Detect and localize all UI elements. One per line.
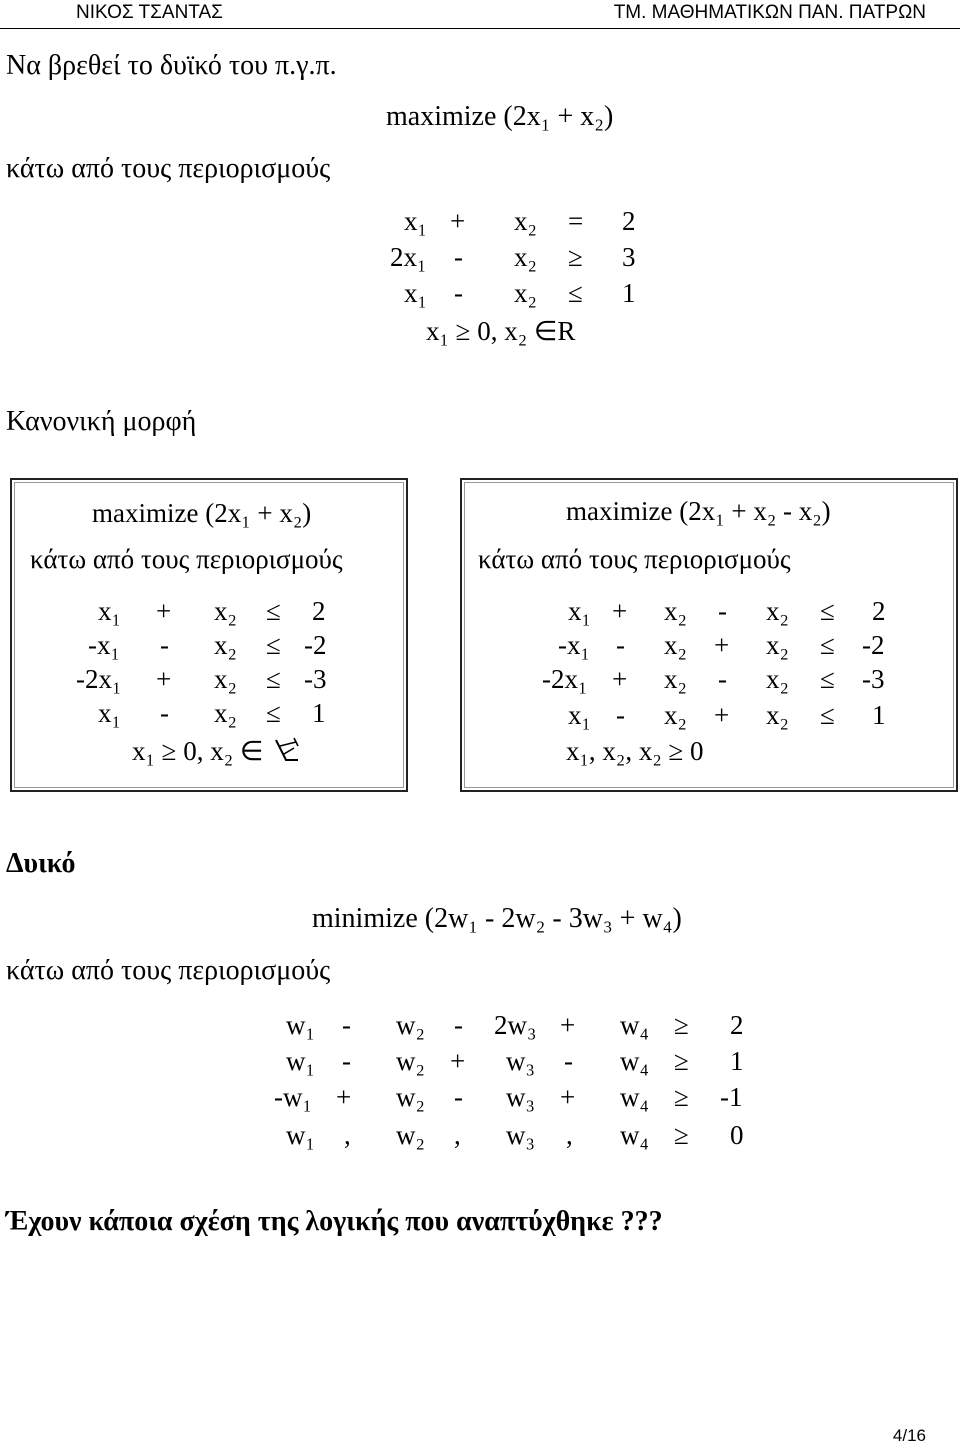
- term: x₂: [766, 700, 789, 730]
- term: 2w₃: [494, 1010, 537, 1040]
- relation: ≤: [266, 698, 281, 728]
- rhs: -2: [304, 630, 327, 660]
- term: x₂: [664, 596, 687, 626]
- primal-objective: maximize (2x₁ + x₂): [386, 101, 614, 132]
- header-author: ΝΙΚΟΣ ΤΣΑΝΤΑΣ: [76, 2, 223, 23]
- term: x₁: [568, 700, 591, 730]
- canonical-right-objective: maximize (2x₁ + x₂ - x₂): [566, 496, 831, 526]
- term: -x₁: [558, 630, 590, 660]
- operator: +: [450, 206, 466, 236]
- canonical-right-subject-to: κάτω από τους περιορισμούς: [478, 544, 791, 574]
- broken-symbol-icon: [272, 736, 302, 764]
- operator: -: [160, 698, 169, 728]
- operator: -: [616, 700, 625, 730]
- relation: ≤: [568, 278, 583, 308]
- term: w₄: [620, 1010, 649, 1040]
- term: x₂: [664, 664, 687, 694]
- relation: ≤: [820, 596, 835, 626]
- term: x₁: [98, 596, 121, 626]
- term: x₂: [514, 206, 537, 236]
- operator: +: [156, 664, 172, 694]
- relation: ≥: [568, 242, 583, 272]
- operator: +: [450, 1046, 466, 1076]
- term: x₂: [766, 664, 789, 694]
- operator: +: [612, 664, 628, 694]
- term: x₂: [214, 630, 237, 660]
- rhs: 2: [730, 1010, 744, 1040]
- primal-subject-to: κάτω από τους περιορισμούς: [6, 153, 331, 184]
- term: x₁: [568, 596, 591, 626]
- page-number: 4/16: [892, 1426, 926, 1445]
- operator: -: [342, 1046, 351, 1076]
- task-text: Να βρεθεί το δυϊκό του π.γ.π.: [6, 50, 337, 81]
- term: 2x₁: [390, 242, 427, 272]
- canonical-left-objective: maximize (2x₁ + x₂): [92, 498, 312, 528]
- rhs: 1: [312, 698, 326, 728]
- term: w₄: [620, 1120, 649, 1150]
- term: w₁: [286, 1010, 315, 1040]
- dual-title: Δυικό: [6, 848, 76, 879]
- term: w₂: [396, 1046, 425, 1076]
- term: w₁: [286, 1120, 315, 1150]
- operator: -: [454, 1010, 463, 1040]
- canonical-right-domain: x₁, x₂, x₂ ≥ 0: [566, 736, 704, 766]
- dual-objective: minimize (2w₁ - 2w₂ - 3w₃ + w₄): [312, 903, 682, 934]
- relation: ≤: [820, 630, 835, 660]
- term: x₁: [98, 698, 121, 728]
- operator: +: [714, 630, 730, 660]
- term: w₄: [620, 1046, 649, 1076]
- operator: -: [454, 1082, 463, 1112]
- term: x₂: [664, 630, 687, 660]
- canonical-left-box: [10, 478, 408, 792]
- operator: -: [342, 1010, 351, 1040]
- operator: +: [560, 1010, 576, 1040]
- rhs: 1: [622, 278, 636, 308]
- term: x₂: [214, 664, 237, 694]
- term: -2x₁: [542, 664, 588, 694]
- separator: ,: [454, 1120, 461, 1150]
- page-header: [0, 0, 960, 29]
- operator: +: [156, 596, 172, 626]
- canonical-left-domain: [132, 736, 302, 765]
- term: w₃: [506, 1046, 535, 1076]
- separator: ,: [566, 1120, 573, 1150]
- canonical-title: Κανονική μορφή: [6, 406, 197, 437]
- rhs: 2: [312, 596, 326, 626]
- term: x₂: [214, 698, 237, 728]
- term: x₁: [404, 278, 427, 308]
- operator: -: [454, 278, 463, 308]
- header-department: ΤΜ. ΜΑΘΗΜΑΤΙΚΩΝ ΠΑΝ. ΠΑΤΡΩΝ: [613, 2, 926, 23]
- operator: +: [560, 1082, 576, 1112]
- term: x₂: [514, 278, 537, 308]
- operator: +: [336, 1082, 352, 1112]
- rhs: 2: [872, 596, 886, 626]
- relation: ≥: [674, 1046, 689, 1076]
- term: w₁: [286, 1046, 315, 1076]
- operator: +: [714, 700, 730, 730]
- relation: ≤: [266, 664, 281, 694]
- primal-domain: x₁ ≥ 0, x₂ ∈R: [426, 316, 576, 346]
- separator: ,: [344, 1120, 351, 1150]
- term: -x₁: [88, 630, 120, 660]
- relation: ≥: [674, 1082, 689, 1112]
- rhs: -1: [720, 1082, 743, 1112]
- rhs: 1: [730, 1046, 744, 1076]
- term: -2x₁: [76, 664, 122, 694]
- rhs: 0: [730, 1120, 744, 1150]
- rhs: 3: [622, 242, 636, 272]
- relation: ≤: [266, 596, 281, 626]
- rhs: -2: [862, 630, 885, 660]
- relation: ≤: [820, 700, 835, 730]
- canonical-right-box: [460, 478, 958, 792]
- term: -w₁: [274, 1082, 312, 1112]
- operator: -: [718, 664, 727, 694]
- canonical-left-subject-to: κάτω από τους περιορισμούς: [30, 544, 343, 574]
- term: w₄: [620, 1082, 649, 1112]
- relation: ≤: [266, 630, 281, 660]
- term: x₂: [766, 630, 789, 660]
- operator: -: [160, 630, 169, 660]
- operator: +: [612, 596, 628, 626]
- term: x₂: [766, 596, 789, 626]
- relation: =: [568, 206, 584, 236]
- relation: ≥: [674, 1120, 689, 1150]
- operator: -: [564, 1046, 573, 1076]
- term: w₃: [506, 1120, 535, 1150]
- closing-question: Έχουν κάποια σχέση της λογικής που αναπτύχθηκε ???: [6, 1206, 663, 1237]
- dual-subject-to: κάτω από τους περιορισμούς: [6, 955, 331, 986]
- term: x₂: [664, 700, 687, 730]
- term: w₂: [396, 1120, 425, 1150]
- term: x₁: [404, 206, 427, 236]
- domain-text: x₁ ≥ 0, x₂ ∈: [132, 736, 264, 766]
- operator: -: [454, 242, 463, 272]
- relation: ≤: [820, 664, 835, 694]
- term: w₃: [506, 1082, 535, 1112]
- operator: -: [718, 596, 727, 626]
- relation: ≥: [674, 1010, 689, 1040]
- operator: -: [616, 630, 625, 660]
- term: x₂: [514, 242, 537, 272]
- rhs: 2: [622, 206, 636, 236]
- rhs: 1: [872, 700, 886, 730]
- term: x₂: [214, 596, 237, 626]
- rhs: -3: [862, 664, 885, 694]
- term: w₂: [396, 1010, 425, 1040]
- rhs: -3: [304, 664, 327, 694]
- term: w₂: [396, 1082, 425, 1112]
